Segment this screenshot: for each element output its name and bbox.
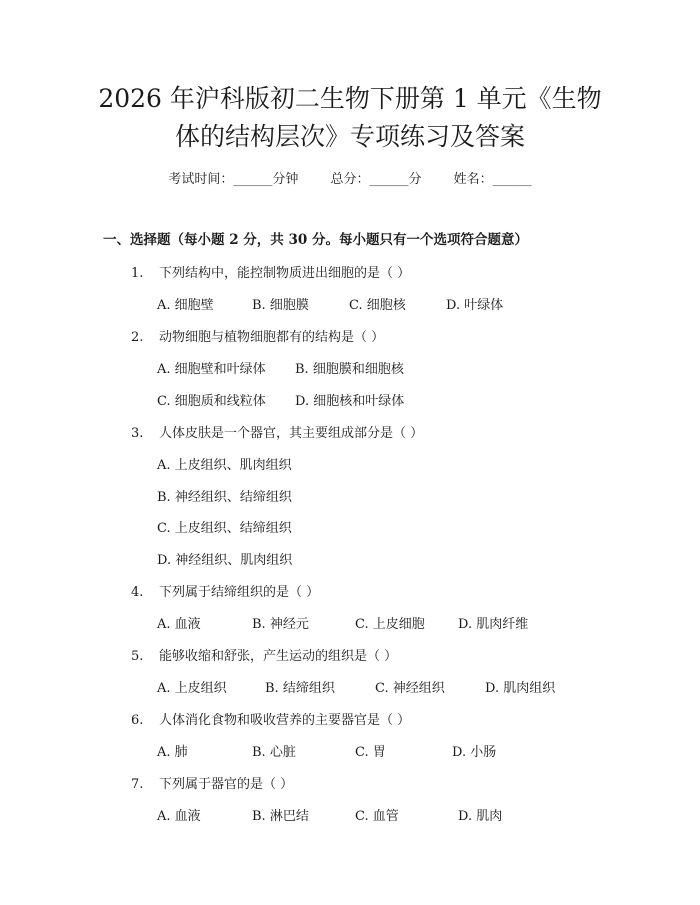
exam-info: [0, 168, 700, 187]
option-c: C. 上皮组织、结缔组织: [157, 521, 292, 536]
option-a: A. 血液: [157, 809, 201, 824]
option-b: B. 细胞膜: [252, 298, 309, 313]
question-text: 人体消化食物和吸收营养的主要器官是（ ）: [159, 713, 411, 728]
question-text: 能够收缩和舒张，产生运动的组织是（ ）: [159, 649, 398, 664]
option-b: B. 淋巴结: [252, 809, 309, 824]
question-2: [131, 326, 384, 345]
question-4: [131, 581, 319, 600]
option-a: A. 上皮组织: [157, 681, 227, 696]
option-c: C. 血管: [355, 809, 399, 824]
option-c: C. 上皮细胞: [355, 617, 425, 632]
option-d: D. 肌肉组织: [485, 681, 556, 696]
options-7: [157, 805, 502, 824]
question-number: 6.: [131, 713, 144, 728]
option-c: C. 神经组织: [375, 681, 445, 696]
options-4: [157, 613, 528, 632]
option-b: B. 神经组织、结缔组织: [157, 490, 292, 505]
section-heading: 一、选择题（每小题 2 分，共 30 分。每小题只有一个选项符合题意）: [103, 232, 528, 248]
option-d: D. 细胞核和叶绿体: [295, 394, 405, 409]
question-3: [131, 422, 423, 441]
option-d: D. 肌肉: [458, 809, 503, 824]
total-score: 总分：______分: [330, 172, 422, 187]
option-a: A. 血液: [157, 617, 201, 632]
question-text: 下列结构中，能控制物质进出细胞的是（ ）: [159, 266, 411, 281]
question-number: 2.: [131, 330, 144, 345]
question-text: 动物细胞与植物细胞都有的结构是（ ）: [159, 330, 385, 345]
question-number: 4.: [131, 585, 144, 600]
title-line-1: 2026 年沪科版初二生物下册第 1 单元《生物: [98, 84, 602, 113]
options-1: [157, 294, 503, 313]
question-1: [131, 262, 410, 281]
option-b: B. 神经元: [252, 617, 309, 632]
page-title: [60, 80, 640, 156]
option-a: A. 肺: [157, 745, 188, 760]
option-b: B. 心脏: [252, 745, 296, 760]
question-number: 5.: [131, 649, 144, 664]
options-2a: [157, 358, 404, 377]
question-number: 3.: [131, 426, 144, 441]
options-6: [157, 741, 496, 760]
option-c: C. 细胞核: [349, 298, 406, 313]
option-b: B. 细胞膜和细胞核: [295, 362, 404, 377]
option-a: A. 细胞壁: [157, 298, 214, 313]
question-7: [131, 773, 293, 792]
option-a: A. 上皮组织、肌肉组织: [157, 458, 292, 473]
question-text: 人体皮肤是一个器官，其主要组成部分是（ ）: [159, 426, 424, 441]
option-a: A. 细胞壁和叶绿体: [157, 362, 266, 377]
question-number: 7.: [131, 777, 144, 792]
question-text: 下列属于结缔组织的是（ ）: [159, 585, 320, 600]
option-c: C. 细胞质和线粒体: [157, 394, 266, 409]
question-text: 下列属于器官的是（ ）: [159, 777, 294, 792]
question-number: 1.: [131, 266, 144, 281]
option-d: D. 肌肉纤维: [458, 617, 529, 632]
option-d: D. 神经组织、肌肉组织: [157, 553, 293, 568]
student-name: 姓名：______: [453, 172, 532, 187]
question-5: [131, 645, 397, 664]
title-line-2: 体的结构层次》专项练习及答案: [174, 122, 525, 151]
option-d: D. 叶绿体: [446, 298, 504, 313]
option-b: B. 结缔组织: [265, 681, 335, 696]
option-d: D. 小肠: [452, 745, 497, 760]
exam-time: 考试时间：______分钟: [168, 172, 299, 187]
question-6: [131, 709, 410, 728]
option-c: C. 胃: [355, 745, 386, 760]
options-5: [157, 677, 555, 696]
options-2b: [157, 390, 404, 409]
